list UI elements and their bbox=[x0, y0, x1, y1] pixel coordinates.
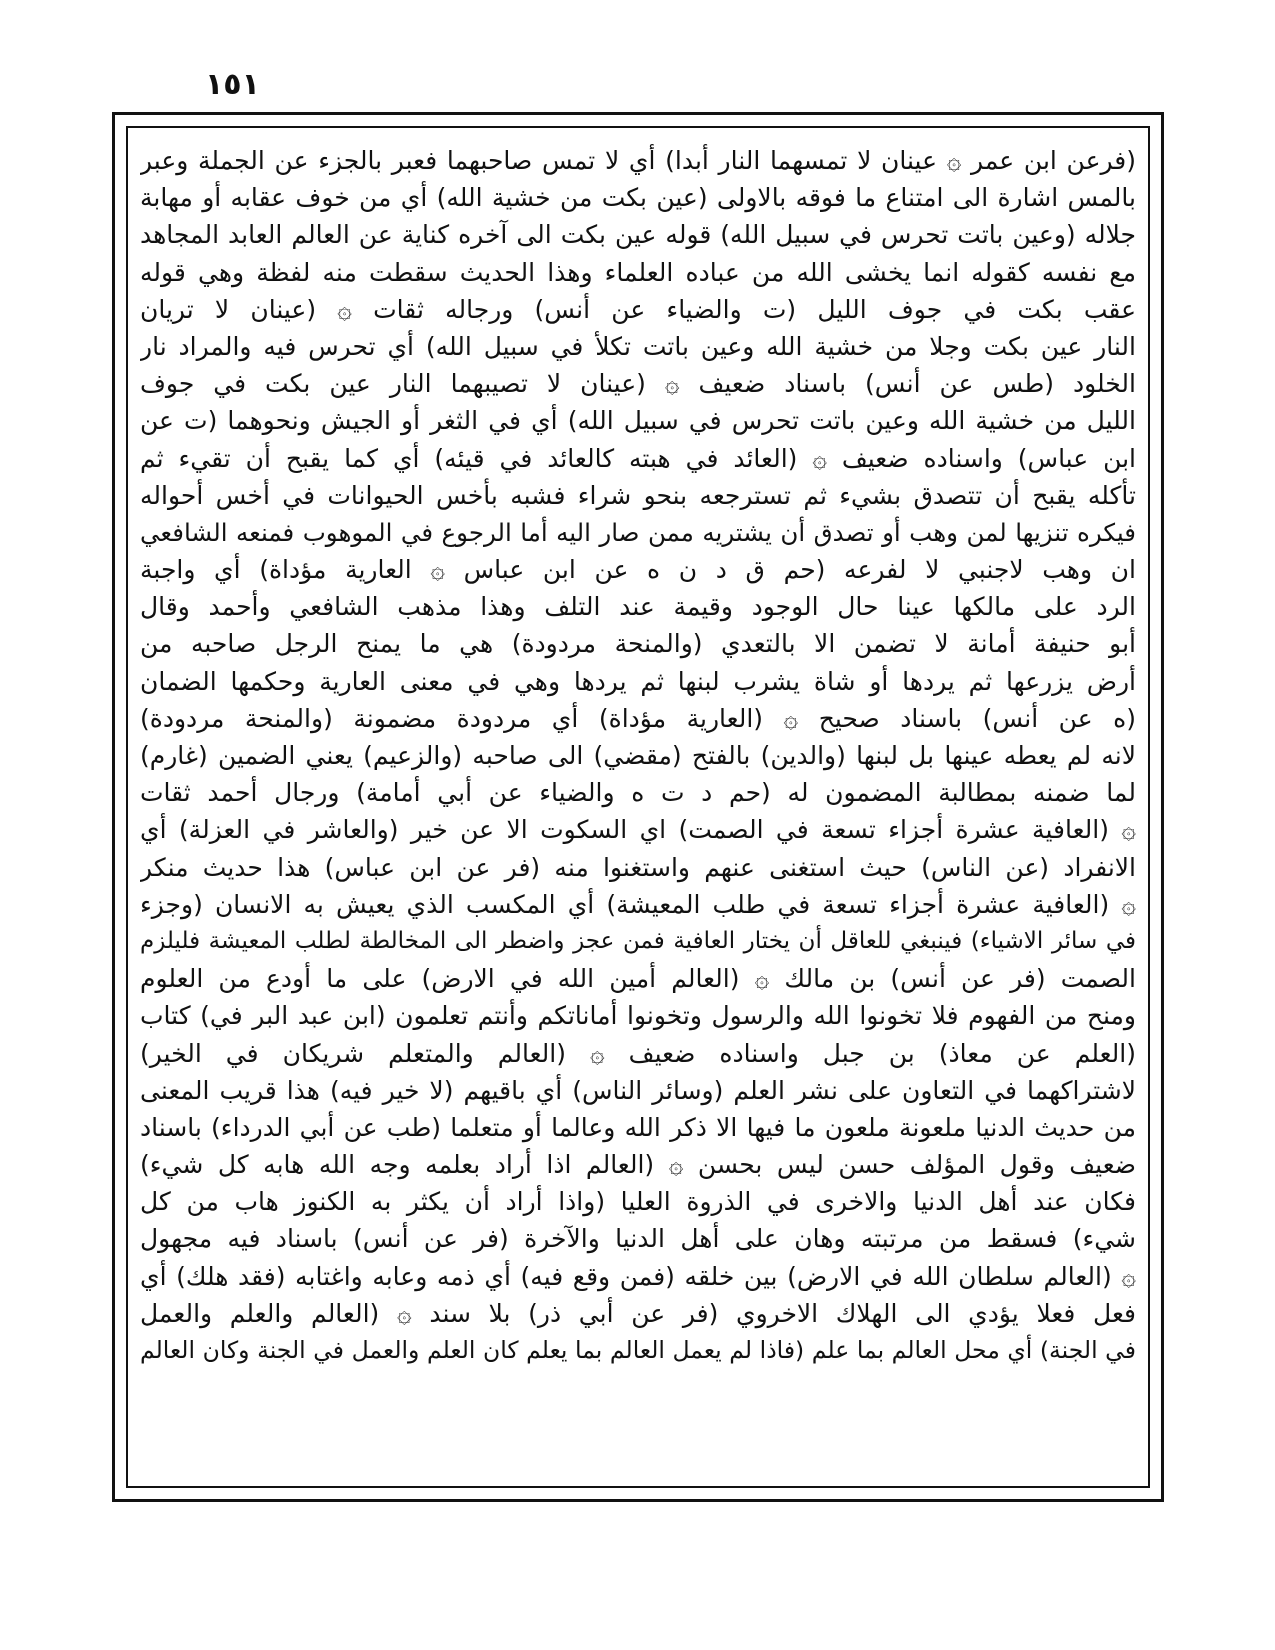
text-line: (فرعن ابن عمر ۞ عينان لا تمسهما النار أبدا) أي لا تمس صاحبهما فعبر بالجزء عن الجملة وعبر bbox=[140, 146, 1136, 175]
text-line: جلاله (وعين باتت تحرس في سبيل الله) قوله عين بكت الى آخره كناية عن العالم العابد المجاهد bbox=[140, 220, 1136, 250]
text-line: أرض يزرعها ثم يردها أو شاة يشرب لبنها ثم يردها وهي في معنى العارية وحكمها الضمان bbox=[140, 666, 1136, 696]
text-line: مع نفسه كقوله انما يخشى الله من عباده العلماء وهذا الحديث سقطت منه لفظة وهي قوله bbox=[140, 257, 1136, 287]
text-line: في سائر الاشياء) فينبغي للعاقل أن يختار العافية فمن عجز واضطر الى المخالطة لطلب المعيشة فليلزم bbox=[140, 927, 1136, 954]
page-number: ١٥١ bbox=[205, 67, 260, 102]
text-line: لما ضمنه بمطالبة المضمون له (حم د ت ه والضياء عن أبي أمامة) ورجال أحمد ثقات bbox=[140, 778, 1136, 808]
page-border-inner bbox=[126, 126, 1150, 1488]
text-line: أبو حنيفة أمانة لا تضمن الا بالتعدي (والمنحة مردودة) هي ما يمنح الرجل صاحبه من bbox=[140, 629, 1136, 659]
text-line: الرد على مالكها عينا حال الوجود وقيمة عند التلف وهذا مذهب الشافعي وأحمد وقال bbox=[140, 592, 1136, 622]
text-line: ۞ (العالم سلطان الله في الارض) بين خلقه (فمن وقع فيه) أي ذمه وعابه واغتابه (فقد هلك) أي bbox=[140, 1261, 1136, 1291]
text-line: (ه عن أنس) باسناد صحيح ۞ (العارية مؤداة) أي مردودة مضمونة (والمنحة مردودة) bbox=[140, 703, 1136, 733]
text-line: فعل فعلا يؤدي الى الهلاك الاخروي (فر عن أبي ذر) بلا سند ۞ (العالم والعلم والعمل bbox=[140, 1298, 1136, 1328]
text-line: ومنح من الفهوم فلا تخونوا الله والرسول وتخونوا أماناتكم وأنتم تعلمون (ابن عبد البر في) كتاب bbox=[140, 1001, 1136, 1031]
text-line: في الجنة) أي محل العالم بما علم (فاذا لم يعمل العالم بما يعلم كان العلم والعمل في الجنة وكان العالم bbox=[140, 1336, 1136, 1364]
text-line: ضعيف وقول المؤلف حسن ليس بحسن ۞ (العالم اذا أراد بعلمه وجه الله هابه كل شيء) bbox=[140, 1150, 1136, 1180]
text-line: ۞ (العافية عشرة أجزاء تسعة في طلب المعيشة) أي المكسب الذي يعيش به الانسان (وجزء bbox=[140, 889, 1136, 919]
text-body bbox=[140, 142, 1136, 1476]
text-line: تأكله يقبح أن تتصدق بشيء ثم تسترجعه بنحو شراء فشبه بأخس الحيوانات في أخس أحواله bbox=[140, 480, 1136, 510]
text-line: من حديث الدنيا ملعونة ملعون ما فيها الا ذكر الله وعالما أو متعلما (طب عن أبي الدرداء) باسناد bbox=[140, 1112, 1136, 1142]
text-line: شيء) فسقط من مرتبته وهان على أهل الدنيا والآخرة (فر عن أنس) باسناد فيه مجهول bbox=[140, 1224, 1136, 1254]
text-line: الانفراد (عن الناس) حيث استغنى عنهم واستغنوا منه (فر عن ابن عباس) هذا حديث منكر bbox=[140, 852, 1136, 882]
text-line: النار عين بكت وجلا من خشية الله وعين باتت تكلأ في سبيل الله) أي تحرس فيه والمراد نار bbox=[140, 331, 1136, 361]
text-line: (العلم عن معاذ) بن جبل واسناده ضعيف ۞ (العالم والمتعلم شريكان في الخير) bbox=[140, 1038, 1136, 1068]
text-line: الصمت (فر عن أنس) بن مالك ۞ (العالم أمين الله في الارض) على ما أودع من العلوم bbox=[140, 964, 1136, 994]
text-line: فيكره تنزيها لمن وهب أو تصدق أن يشتريه ممن صار اليه أما الرجوع في الموهوب فمنعه الشافعي bbox=[140, 517, 1136, 547]
text-line: الليل من خشية الله وعين باتت تحرس في سبيل الله) أي في الثغر أو الجيش ونحوهما (ت عن bbox=[140, 406, 1136, 436]
text-line: لاشتراكهما في التعاون على نشر العلم (وسائر الناس) أي باقيهم (لا خير فيه) هذا قريب المعنى bbox=[140, 1075, 1136, 1105]
text-line: فكان عند أهل الدنيا والاخرى في الذروة العليا (واذا أراد أن يكثر به الكنوز هاب من كل bbox=[140, 1187, 1136, 1217]
text-line: ابن عباس) واسناده ضعيف ۞ (العائد في هبته كالعائد في قيئه) أي كما يقبح أن تقيء ثم bbox=[140, 443, 1136, 473]
text-line: الخلود (طس عن أنس) باسناد ضعيف ۞ (عينان لا تصيبهما النار عين بكت في جوف bbox=[140, 369, 1136, 399]
text-line: لانه لم يعطه عينها بل لبنها (والدين) بالفتح (مقضي) الى صاحبه (والزعيم) يعني الضمين (غارم) bbox=[140, 741, 1136, 770]
text-line: عقب بكت في جوف الليل (ت والضياء عن أنس) ورجاله ثقات ۞ (عينان لا تريان bbox=[140, 294, 1136, 324]
text-line: ۞ (العافية عشرة أجزاء تسعة في الصمت) اي السكوت الا عن خير (والعاشر في العزلة) أي bbox=[140, 815, 1136, 845]
text-line: ان وهب لاجنبي لا لفرعه (حم ق د ن ه عن ابن عباس ۞ العارية مؤداة) أي واجبة bbox=[140, 555, 1136, 585]
text-line: بالمس اشارة الى امتناع ما فوقه بالاولى (عين بكت من خشية الله) أي من خوف عقابه أو مهابة bbox=[140, 183, 1136, 213]
